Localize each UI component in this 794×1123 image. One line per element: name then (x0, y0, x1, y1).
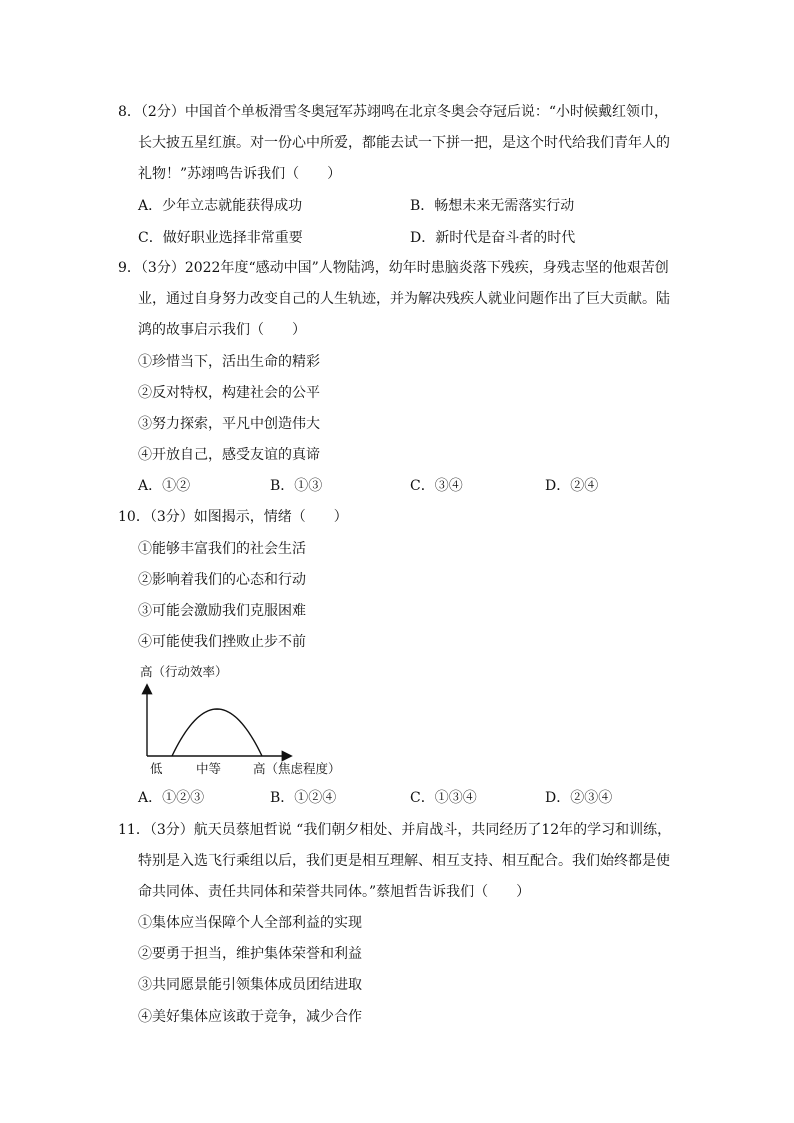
q10-option-b[interactable]: B．①②④ (270, 790, 337, 806)
x-tick-high: 高（焦虑程度） (253, 761, 341, 776)
q9-option-c[interactable]: C．③④ (410, 478, 463, 494)
q9-stem-line-3: 鸿的故事启示我们（ ） (138, 322, 306, 338)
q11-statement-4: ④美好集体应该敢于竞争，减少合作 (138, 1009, 362, 1025)
q10-statement-1: ①能够丰富我们的社会生活 (138, 541, 306, 557)
q9-statement-1: ①珍惜当下，活出生命的精彩 (138, 354, 320, 370)
q9-stem-line-1: 9．（3分）2022年度“感动中国”人物陆鸿，幼年时患脑炎落下残疾，身残志坚的他艰苦创 (118, 260, 669, 276)
q9-option-b[interactable]: B．①③ (270, 478, 323, 494)
q9-stem-line-2: 业，通过自身努力改变自己的人生轨迹，并为解决残疾人就业问题作出了巨大贡献。陆 (138, 291, 670, 307)
q10-stem-line-1: 10．（3分）如图揭示，情绪（ ） (118, 509, 348, 525)
q11-stem-line-3: 命共同体、责任共同体和荣誉共同体。”蔡旭哲告诉我们（ ） (138, 884, 531, 900)
q10-option-c[interactable]: C．①③④ (410, 790, 477, 806)
q8-stem-line-3: 礼物！”苏翊鸣告诉我们（ ） (138, 166, 342, 182)
x-tick-low: 低 (150, 761, 163, 776)
q10-statement-4: ④可能使我们挫败止步不前 (138, 634, 306, 650)
q10-option-a[interactable]: A．①②③ (138, 790, 205, 806)
q11-statement-2: ②要勇于担当，维护集体荣誉和利益 (138, 946, 362, 962)
q9-option-d[interactable]: D．②④ (545, 478, 599, 494)
q11-stem-line-1: 11．（3分）航天员蔡旭哲说 “我们朝夕相处、并肩战斗，共同经历了12年的学习和训练， (118, 822, 672, 838)
q11-statement-3: ③共同愿景能引领集体成员团结进取 (138, 977, 362, 993)
q10-option-d[interactable]: D．②③④ (545, 790, 613, 806)
q9-statement-2: ②反对特权，构建社会的公平 (138, 385, 320, 401)
q8-stem-line-1: 8．（2分）中国首个单板滑雪冬奥冠军苏翊鸣在北京冬奥会夺冠后说：“小时候戴红领巾， (118, 104, 668, 120)
q8-option-b[interactable]: B．畅想未来无需落实行动 (410, 198, 575, 214)
q8-option-a[interactable]: A．少年立志就能获得成功 (138, 198, 303, 214)
q10-statement-2: ②影响着我们的心态和行动 (138, 572, 306, 588)
series-line-efficiency (172, 709, 262, 756)
q9-statement-3: ③努力探索，平凡中创造伟大 (138, 416, 320, 432)
y-axis-label: 高（行动效率） (140, 664, 228, 679)
q10-statement-3: ③可能会激励我们克服困难 (138, 603, 306, 619)
q11-statement-1: ①集体应当保障个人全部利益的实现 (138, 915, 362, 931)
anxiety-efficiency-chart (130, 660, 370, 782)
q11-stem-line-2: 特别是入选飞行乘组以后，我们更是相互理解、相互支持、相互配合。我们始终都是使 (138, 853, 670, 869)
q9-option-a[interactable]: A．①② (138, 478, 191, 494)
q8-stem-line-2: 长大披五星红旗。对一份心中所爱，都能去试一下拼一把，是这个时代给我们青年人的 (138, 135, 670, 151)
x-tick-medium: 中等 (196, 761, 222, 776)
q8-option-d[interactable]: D．新时代是奋斗者的时代 (410, 230, 576, 246)
q9-statement-4: ④开放自己，感受友谊的真谛 (138, 447, 320, 463)
q8-option-c[interactable]: C．做好职业选择非常重要 (138, 230, 303, 246)
